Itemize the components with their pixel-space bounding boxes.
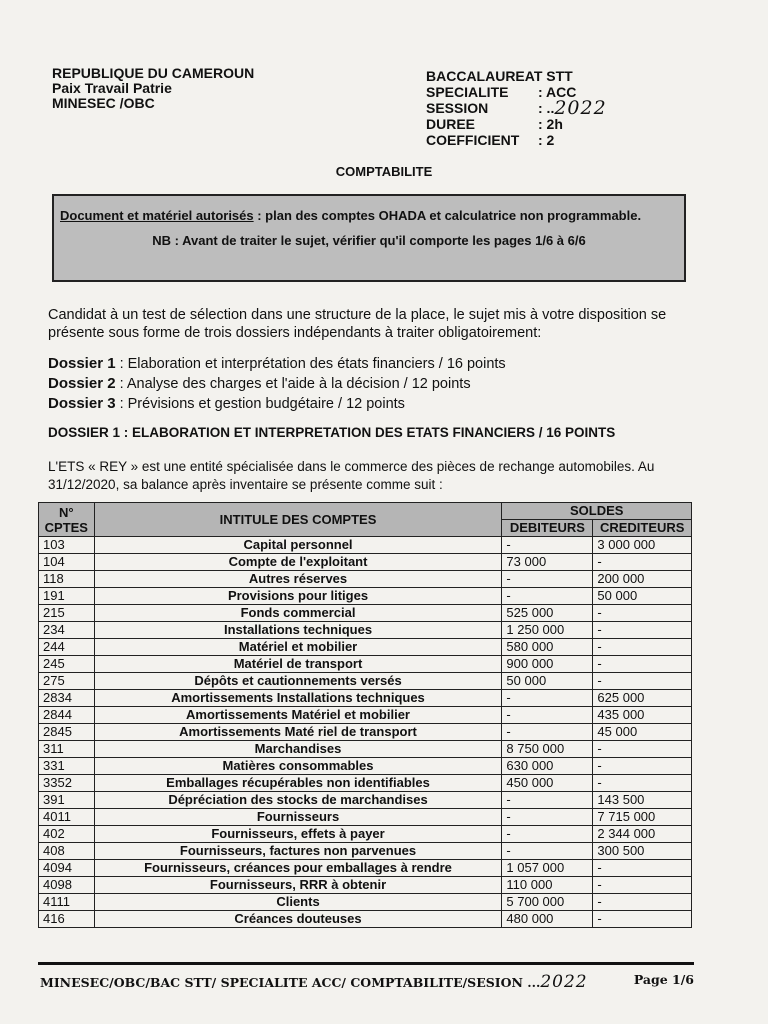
account-title-cell: Matériel de transport — [94, 656, 502, 673]
debit-cell: - — [502, 571, 593, 588]
credit-cell: 3 000 000 — [593, 537, 692, 554]
account-number-cell: 311 — [39, 741, 95, 758]
issuer-line: Paix Travail Patrie — [52, 80, 172, 96]
account-number-cell: 215 — [39, 605, 95, 622]
notice-box — [52, 194, 686, 282]
account-number-cell: 402 — [39, 826, 95, 843]
account-title-cell: Clients — [94, 894, 502, 911]
notice-nb: NB : Avant de traiter le sujet, vérifier qu'il comporte les pages 1/6 à 6/6 — [152, 233, 586, 248]
credit-cell: 45 000 — [593, 724, 692, 741]
credit-cell: - — [593, 758, 692, 775]
exam-field-label: SESSION — [426, 100, 489, 116]
table-row — [39, 826, 692, 843]
credit-cell: - — [593, 775, 692, 792]
context-paragraph: L'ETS « REY » est une entité spécialisée dans le commerce des pièces de rechange automobiles. Au 31/12/2020, sa balance après inventaire se présente comme suit : — [48, 459, 655, 492]
account-title-cell: Amortissements Installations techniques — [94, 690, 502, 707]
page-footer — [40, 972, 694, 992]
table-row — [39, 588, 692, 605]
table-row — [39, 554, 692, 571]
table-row — [39, 894, 692, 911]
account-number-cell: 4094 — [39, 860, 95, 877]
section-title: DOSSIER 1 : ELABORATION ET INTERPRETATION DES ETATS FINANCIERS / 16 POINTS — [48, 425, 616, 440]
table-row — [39, 792, 692, 809]
header-account-title: INTITULE DES COMPTES — [94, 503, 502, 537]
account-title-cell: Créances douteuses — [94, 911, 502, 928]
subject-title: COMPTABILITE — [335, 164, 433, 179]
credit-cell: - — [593, 911, 692, 928]
account-title-cell: Provisions pour litiges — [94, 588, 502, 605]
account-number-cell: 4011 — [39, 809, 95, 826]
table-row — [39, 571, 692, 588]
table-row — [39, 707, 692, 724]
account-title-cell: Fournisseurs, factures non parvenues — [94, 843, 502, 860]
footer-rule — [38, 962, 694, 965]
handwritten-session-year: 2022 — [554, 97, 607, 119]
credit-cell: - — [593, 656, 692, 673]
debit-cell: 110 000 — [502, 877, 593, 894]
account-number-cell: 245 — [39, 656, 95, 673]
account-title-cell: Matières consommables — [94, 758, 502, 775]
account-title-cell: Fournisseurs, RRR à obtenir — [94, 877, 502, 894]
debit-cell: 1 057 000 — [502, 860, 593, 877]
account-number-cell: 234 — [39, 622, 95, 639]
account-title-cell: Dépôts et cautionnements versés — [94, 673, 502, 690]
exam-field-label: SPECIALITE — [426, 84, 509, 100]
page-number: Page 1/6 — [633, 972, 694, 987]
account-number-cell: 4098 — [39, 877, 95, 894]
header-credit: CREDITEURS — [593, 520, 692, 537]
account-number-cell: 104 — [39, 554, 95, 571]
credit-cell: - — [593, 860, 692, 877]
account-title-cell: Emballages récupérables non identifiables — [94, 775, 502, 792]
account-title-cell: Fournisseurs, créances pour emballages à rendre — [94, 860, 502, 877]
account-number-cell: 2845 — [39, 724, 95, 741]
table-row — [39, 724, 692, 741]
account-number-cell: 275 — [39, 673, 95, 690]
credit-cell: - — [593, 554, 692, 571]
account-number-cell: 416 — [39, 911, 95, 928]
debit-cell: 580 000 — [502, 639, 593, 656]
table-row — [39, 741, 692, 758]
exam-info-block — [426, 68, 607, 148]
table-row — [39, 639, 692, 656]
credit-cell: - — [593, 877, 692, 894]
dossier-item — [48, 354, 506, 374]
credit-cell: - — [593, 741, 692, 758]
debit-cell: 73 000 — [502, 554, 593, 571]
exam-field-value: : .. — [538, 100, 555, 116]
debit-cell: 8 750 000 — [502, 741, 593, 758]
debit-cell: 450 000 — [502, 775, 593, 792]
table-row — [39, 860, 692, 877]
account-title-cell: Installations techniques — [94, 622, 502, 639]
exam-field — [426, 97, 607, 119]
debit-cell: - — [502, 690, 593, 707]
account-title-cell: Capital personnel — [94, 537, 502, 554]
credit-cell: - — [593, 622, 692, 639]
exam-field-value: : ACC — [538, 84, 577, 100]
credit-cell: 2 344 000 — [593, 826, 692, 843]
exam-field-label: DUREE — [426, 116, 476, 132]
exam-field — [426, 132, 607, 148]
exam-field-value: : 2h — [538, 116, 563, 132]
account-title-cell: Fournisseurs — [94, 809, 502, 826]
intro-paragraph: Candidat à un test de sélection dans une structure de la place, le sujet mis à votre disposition se présente sous forme de trois dossiers indépendants à traiter obligatoirement: — [48, 307, 667, 341]
dossier-label: Dossier 1 — [48, 355, 116, 372]
dossier-item — [48, 374, 506, 394]
account-title-cell: Marchandises — [94, 741, 502, 758]
table-row — [39, 758, 692, 775]
credit-cell: 7 715 000 — [593, 809, 692, 826]
account-number-cell: 244 — [39, 639, 95, 656]
debit-cell: 900 000 — [502, 656, 593, 673]
credit-cell: 50 000 — [593, 588, 692, 605]
issuer-block — [52, 66, 254, 111]
issuer-line: REPUBLIQUE DU CAMEROUN — [52, 65, 255, 81]
account-number-cell: 408 — [39, 843, 95, 860]
debit-cell: 630 000 — [502, 758, 593, 775]
account-title-cell: Dépréciation des stocks de marchandises — [94, 792, 502, 809]
table-row — [39, 809, 692, 826]
dossier-item — [48, 394, 506, 414]
account-title-cell: Fonds commercial — [94, 605, 502, 622]
debit-cell: 5 700 000 — [502, 894, 593, 911]
issuer-line: MINESEC /OBC — [52, 95, 155, 111]
table-row — [39, 877, 692, 894]
exam-name: BACCALAUREAT STT — [426, 68, 573, 84]
debit-cell: 1 250 000 — [502, 622, 593, 639]
dossier-text: : Prévisions et gestion budgétaire / 12 points — [115, 396, 405, 412]
dossier-text: : Elaboration et interprétation des états financiers / 16 points — [115, 356, 506, 372]
notice-body: : plan des comptes OHADA et calculatrice non programmable. — [253, 208, 642, 223]
account-number-cell: 3352 — [39, 775, 95, 792]
debit-cell: - — [502, 588, 593, 605]
credit-cell: 300 500 — [593, 843, 692, 860]
credit-cell: - — [593, 894, 692, 911]
account-number-cell: 2844 — [39, 707, 95, 724]
debit-cell: 50 000 — [502, 673, 593, 690]
footer-reference-text: MINESEC/OBC/BAC STT/ SPECIALITE ACC/ COMPTABILITE/SESION ... — [40, 975, 541, 990]
account-number-cell: 331 — [39, 758, 95, 775]
account-number-cell: 118 — [39, 571, 95, 588]
table-row — [39, 690, 692, 707]
credit-cell: 435 000 — [593, 707, 692, 724]
exam-field-label: COEFFICIENT — [426, 132, 520, 148]
table-row — [39, 537, 692, 554]
notice-text — [60, 208, 678, 223]
footer-handwritten-year: 2022 — [540, 972, 588, 992]
account-number-cell: 103 — [39, 537, 95, 554]
dossier-list — [48, 354, 506, 414]
debit-cell: - — [502, 707, 593, 724]
table-body — [39, 537, 692, 928]
table-row — [39, 656, 692, 673]
debit-cell: 480 000 — [502, 911, 593, 928]
account-title-cell: Amortissements Matériel et mobilier — [94, 707, 502, 724]
account-number-cell: 191 — [39, 588, 95, 605]
header-balances: SOLDES — [502, 503, 692, 520]
table-row — [39, 622, 692, 639]
debit-cell: - — [502, 724, 593, 741]
exam-field-value: : 2 — [538, 132, 555, 148]
header-debit: DEBITEURS — [502, 520, 593, 537]
credit-cell: 200 000 — [593, 571, 692, 588]
table-row — [39, 911, 692, 928]
notice-label: Document et matériel autorisés — [60, 208, 254, 223]
trial-balance-table — [38, 502, 692, 928]
debit-cell: 525 000 — [502, 605, 593, 622]
account-title-cell: Autres réserves — [94, 571, 502, 588]
debit-cell: - — [502, 843, 593, 860]
debit-cell: - — [502, 537, 593, 554]
account-title-cell: Compte de l'exploitant — [94, 554, 502, 571]
credit-cell: 625 000 — [593, 690, 692, 707]
account-number-cell: 391 — [39, 792, 95, 809]
debit-cell: - — [502, 809, 593, 826]
account-title-cell: Matériel et mobilier — [94, 639, 502, 656]
credit-cell: 143 500 — [593, 792, 692, 809]
dossier-label: Dossier 2 — [48, 375, 116, 392]
debit-cell: - — [502, 792, 593, 809]
table-row — [39, 605, 692, 622]
header-account-number: N° CPTES — [39, 503, 95, 537]
account-number-cell: 2834 — [39, 690, 95, 707]
table-row — [39, 673, 692, 690]
account-title-cell: Amortissements Maté riel de transport — [94, 724, 502, 741]
account-number-cell: 4111 — [39, 894, 95, 911]
credit-cell: - — [593, 673, 692, 690]
credit-cell: - — [593, 639, 692, 656]
dossier-label: Dossier 3 — [48, 395, 116, 412]
dossier-text: : Analyse des charges et l'aide à la décision / 12 points — [115, 376, 471, 392]
credit-cell: - — [593, 605, 692, 622]
debit-cell: - — [502, 826, 593, 843]
table-row — [39, 843, 692, 860]
table-row — [39, 775, 692, 792]
account-title-cell: Fournisseurs, effets à payer — [94, 826, 502, 843]
footer-reference — [40, 972, 588, 992]
